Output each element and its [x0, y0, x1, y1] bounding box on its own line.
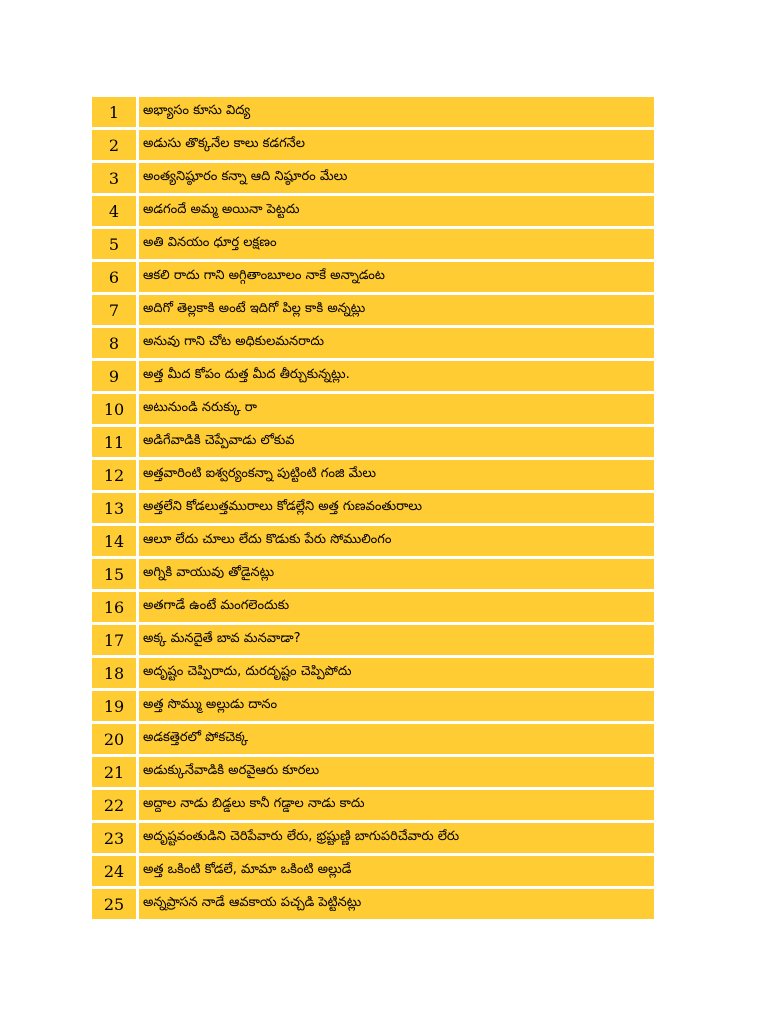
- proverb-number: 10: [92, 394, 139, 424]
- proverb-text: అడుక్కునేవాడికి అరవైఆరు కూరలు: [139, 757, 654, 787]
- proverb-row: [92, 460, 654, 490]
- proverb-row: [92, 592, 654, 622]
- proverb-text: అడిగేవాడికి చెప్పేవాడు లోకువ: [139, 427, 654, 457]
- proverb-text: అత్త మీద కోపం దుత్త మీద తీర్చుకున్నట్లు.: [139, 361, 654, 391]
- proverb-row: [92, 361, 654, 391]
- proverb-row: [92, 196, 654, 226]
- proverb-number: 9: [92, 361, 139, 391]
- proverb-number: 23: [92, 823, 139, 853]
- proverb-text: అనువు గాని చోట అధికులమనరాదు: [139, 328, 654, 358]
- proverb-row: [92, 295, 654, 325]
- proverb-row: [92, 97, 654, 127]
- proverb-text: అడకత్తెరలో పోకచెక్క: [139, 724, 654, 754]
- proverb-number: 24: [92, 856, 139, 886]
- proverb-number: 21: [92, 757, 139, 787]
- proverb-number: 2: [92, 130, 139, 160]
- proverb-text: అత్తవారింటి ఐశ్వర్యంకన్నా పుట్టింటి గంజి మేలు: [139, 460, 654, 490]
- proverb-number: 4: [92, 196, 139, 226]
- proverb-number: 11: [92, 427, 139, 457]
- proverb-number: 5: [92, 229, 139, 259]
- proverb-text: అత్త సొమ్ము అల్లుడు దానం: [139, 691, 654, 721]
- proverb-number: 18: [92, 658, 139, 688]
- proverb-text: అటునుండి నరుక్కు రా: [139, 394, 654, 424]
- proverb-number: 17: [92, 625, 139, 655]
- proverb-text: అదిగో తెల్లకాకి అంటే ఇదిగో పిల్ల కాకి అన్నట్లు: [139, 295, 654, 325]
- proverb-number: 7: [92, 295, 139, 325]
- proverb-number: 14: [92, 526, 139, 556]
- proverb-row: [92, 724, 654, 754]
- proverb-text: అతి వినయం ధూర్త లక్షణం: [139, 229, 654, 259]
- proverb-number: 6: [92, 262, 139, 292]
- proverb-number: 1: [92, 97, 139, 127]
- proverb-number: 19: [92, 691, 139, 721]
- proverb-text: అత్త ఒకింటి కోడలే, మామా ఒకింటి అల్లుడే: [139, 856, 654, 886]
- proverb-row: [92, 526, 654, 556]
- proverb-text: అడగందే అమ్మ అయినా పెట్టదు: [139, 196, 654, 226]
- proverb-row: [92, 229, 654, 259]
- proverb-row: [92, 493, 654, 523]
- proverb-text: అదృష్టవంతుడిని చెరిపేవారు లేరు, భ్రష్టుణ్ణి బాగుపరిచేవారు లేరు: [139, 823, 654, 853]
- proverb-text: అత్తలేని కోడలుత్తమురాలు కోడల్లేని అత్త గుణవంతురాలు: [139, 493, 654, 523]
- proverb-row: [92, 328, 654, 358]
- proverb-number: 3: [92, 163, 139, 193]
- proverb-number: 15: [92, 559, 139, 589]
- proverb-row: [92, 130, 654, 160]
- proverb-row: [92, 856, 654, 886]
- proverb-number: 22: [92, 790, 139, 820]
- proverb-number: 20: [92, 724, 139, 754]
- proverb-text: అభ్యాసం కూసు విద్య: [139, 97, 654, 127]
- proverb-text: అంత్యనిష్ఠూరం కన్నా ఆది నిష్ఠూరం మేలు: [139, 163, 654, 193]
- proverb-text: అక్క మనదైతే బావ మనవాడా?: [139, 625, 654, 655]
- proverb-text: అతగాడే ఉంటే మంగలెందుకు: [139, 592, 654, 622]
- proverb-row: [92, 691, 654, 721]
- proverb-row: [92, 625, 654, 655]
- proverb-row: [92, 262, 654, 292]
- proverb-row: [92, 757, 654, 787]
- proverb-number: 12: [92, 460, 139, 490]
- proverb-text: అన్నప్రాసన నాడే ఆవకాయ పచ్చడి పెట్టినట్లు: [139, 889, 654, 919]
- proverb-row: [92, 790, 654, 820]
- proverb-number: 16: [92, 592, 139, 622]
- proverb-text: అడుసు తొక్కనేల కాలు కడగనేల: [139, 130, 654, 160]
- proverb-row: [92, 394, 654, 424]
- proverb-row: [92, 427, 654, 457]
- proverb-row: [92, 658, 654, 688]
- proverb-table-body: [92, 97, 654, 919]
- proverb-text: ఆకలి రాదు గాని అగ్గితాంబూలం నాకే అన్నాడంట: [139, 262, 654, 292]
- proverb-text: ఆలూ లేదు చూలు లేదు కొడుకు పేరు సోములింగం: [139, 526, 654, 556]
- proverb-table: [92, 94, 654, 922]
- proverb-text: అద్దాల నాడు బిడ్డలు కానీ గడ్డాల నాడు కాదు: [139, 790, 654, 820]
- proverb-text: అదృష్టం చెప్పిరాదు, దురదృష్టం చెప్పిపోదు: [139, 658, 654, 688]
- proverb-number: 25: [92, 889, 139, 919]
- proverb-row: [92, 559, 654, 589]
- proverb-text: అగ్నికి వాయువు తోడైనట్లు: [139, 559, 654, 589]
- proverb-row: [92, 889, 654, 919]
- proverb-row: [92, 163, 654, 193]
- proverb-number: 13: [92, 493, 139, 523]
- proverb-row: [92, 823, 654, 853]
- proverb-number: 8: [92, 328, 139, 358]
